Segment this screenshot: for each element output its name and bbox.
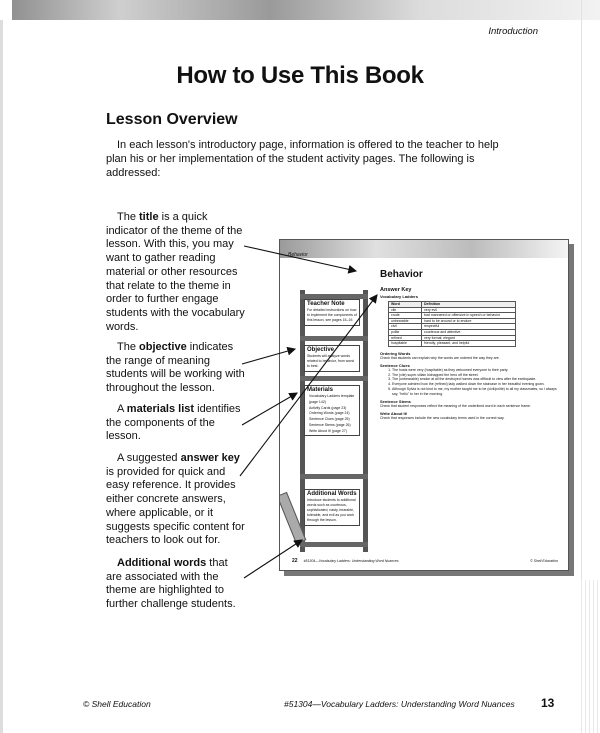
arrow-objective (242, 349, 295, 364)
note-title: The title is a quick indicator of the theme of the lesson. With this, you may want to gather reading material or other resources that relate to the theme in order to further engage students with the vocabulary words. (106, 211, 245, 333)
note-answer-key: A suggested answer key is provided for quick and easy reference. It provides either concrete answers, where applicable, or it suggests specific content for teachers to look out for. (106, 452, 245, 547)
lesson-overview-heading: Lesson Overview (106, 111, 238, 128)
lesson-overview-intro: In each lesson's introductory page, information is offered to the teacher to help plan his or her implementation of the student activity pages. The following is addressed: (106, 139, 499, 179)
arrow-materials (242, 393, 297, 425)
note-objective: The objective indicates the range of meaning students will be working with throughout the lesson. (106, 341, 245, 395)
arrow-additional-words (244, 540, 302, 578)
thumbnail-footer: 22 #51304—Vocabulary Ladders: Understanding Word Nuances © Shell Education (292, 558, 558, 564)
thumbnail-section-label: Behavior (288, 252, 308, 258)
footer-book-title: #51304—Vocabulary Ladders: Understanding Word Nuances (284, 699, 515, 709)
note-materials: A materials list identifies the components of the lesson. (106, 403, 241, 443)
page-number: 13 (541, 696, 555, 710)
footer-publisher: © Shell Education (83, 699, 151, 709)
teacher-note-box: Teacher Note For detailed instructions on how to implement the components of this lesson, see pages 15–19. (304, 299, 360, 326)
arrow-answer-key (240, 295, 377, 476)
answer-key-column: Answer Key Vocabulary Ladders Word Definition vile very evil crude bad mannered or offensive in speech or behavior unbearable hard to be around or to endure civil respectful polite courteous and attentive refined very formal; elegant hospitable friendly, pleasant, and helpful Ordering Words Check that students can explain why the words are ordered the way they are. Sentence Clues 1. The hosts were very (hospitable) as they welcomed everyone to their party. 2. The (vile) super-villain kidnapped the hero off the street. 3. The (unbearable) smoke at all the destroyed homes was difficult to view after the earthquake. 4. Everyone admired how the (refined) lady walked down the staircase in her beautiful evening gown. 5. Although Sylvia is not kind to me, my mother taught me to be (civil/polite) to all my classmates, so I always say, "hello" to her in the morning. Sentence Stems Check that student responses reflect the meaning of the underlined word in each sentence frame. Write About It! Check that responses include the new vocabulary terms used in the correct way. (380, 287, 560, 421)
additional-words-box: Additional Words Introduce students to additional words such as courteous, sophisticated, nasty, bearable, tolerable, and evil as you work through the lesson. (304, 489, 360, 526)
page-title: How to Use This Book (176, 62, 424, 89)
objective-box: Objective Students will analyze words related to behavior, from worst to best. (304, 345, 360, 372)
section-label: Introduction (488, 26, 538, 37)
arrow-title (244, 246, 356, 271)
thumbnail-title: Behavior (380, 269, 423, 280)
note-additional-words: Additional words that are associated with the theme are highlighted to further challenge students. (106, 557, 236, 611)
vocabulary-table: Word Definition vile very evil crude bad mannered or offensive in speech or behavior unbearable hard to be around or to endure civil respectful polite courteous and attentive refined very formal; elegant hospitable friendly, pleasant, and helpful (388, 301, 516, 347)
materials-box: Materials Vocabulary Ladders template (page 142) Activity Cards (page 23) Ordering Words (page 24) Sentence Clues (page 25) Sentence Stems (page 26) Write About It! (page 27) (304, 385, 360, 436)
